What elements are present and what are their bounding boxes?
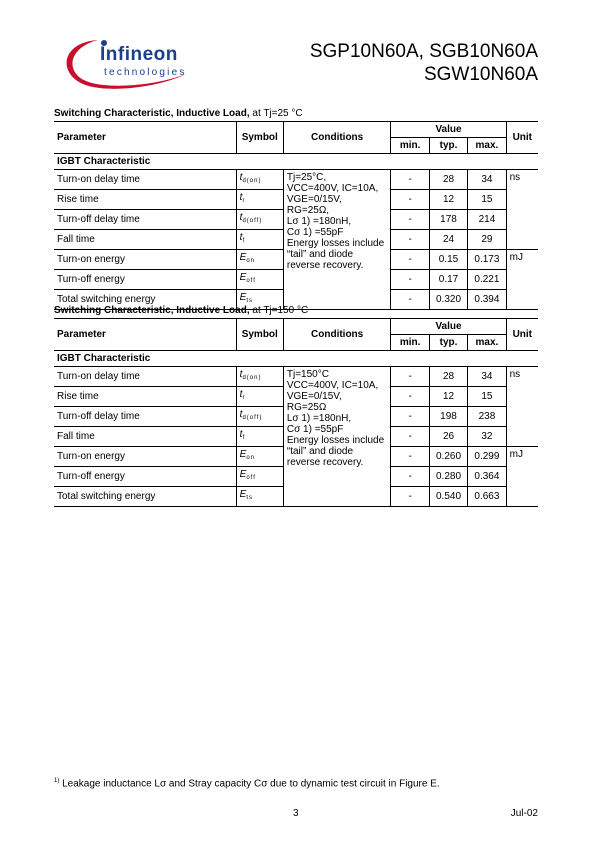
typ-cell: 0.540 [429,487,467,507]
group-heading: IGBT Characteristic [54,154,538,170]
symbol-subscript: off [246,278,256,284]
symbol-letter: E [239,272,247,283]
table-title [54,304,538,319]
max-cell: 0.221 [468,270,506,290]
max-cell: 0.299 [468,447,506,467]
condition-line: VGE=0/15V, [286,391,342,402]
condition-line: reverse recovery. [286,457,364,468]
parameter-cell: Rise time [54,387,236,407]
symbol-letter: t [239,389,243,400]
unit-cell-energy: mJ [506,250,538,310]
min-cell: - [391,210,429,230]
table-title-condition: at Tj=25 °C [249,108,303,119]
min-cell: - [391,407,429,427]
max-cell: 0.364 [468,467,506,487]
symbol-cell [236,427,283,447]
symbol-subscript: d(off) [242,415,263,421]
header-max: max. [468,138,506,154]
symbol-letter: E [239,489,247,500]
parameter-cell: Turn-off delay time [54,407,236,427]
symbol-subscript: on [246,455,256,461]
condition-line: Tj=150°C [286,369,329,380]
condition-line: VCC=400V, IC=10A, [286,380,379,391]
condition-line: RG=25Ω [286,402,327,413]
max-cell: 34 [468,170,506,190]
footnote-text: Leakage inductance Lσ and Stray capacity Cσ due to dynamic test circuit in Figure E. [59,778,440,790]
typ-cell: 0.320 [429,290,467,310]
page-number: 3 [293,808,299,819]
condition-line: Energy losses include [286,435,385,446]
header-symbol: Symbol [236,122,283,154]
parameter-cell: Turn-off delay time [54,210,236,230]
min-cell: - [391,467,429,487]
max-cell: 0.663 [468,487,506,507]
table-row [54,170,538,190]
table-row [54,367,538,387]
header-conditions: Conditions [283,319,391,351]
parameter-cell: Turn-on energy [54,250,236,270]
symbol-cell [236,170,283,190]
parameter-cell: Turn-off energy [54,270,236,290]
max-cell: 214 [468,210,506,230]
parameter-cell: Rise time [54,190,236,210]
symbol-letter: E [239,292,247,303]
header-symbol: Symbol [236,319,283,351]
symbol-letter: t [239,409,243,420]
conditions-cell [283,367,391,507]
condition-line: Tj=25°C, [286,172,327,183]
symbol-cell [236,270,283,290]
symbol-letter: t [239,212,243,223]
table-title [54,107,538,122]
symbol-cell [236,387,283,407]
symbol-letter: E [239,449,247,460]
footnote-mark: 1) [54,778,60,784]
symbol-subscript: ts [246,298,254,304]
symbol-subscript: r [242,395,246,401]
table-title-bold: Switching Characteristic, Inductive Load, [54,305,250,316]
symbol-cell [236,367,283,387]
symbol-subscript: on [246,258,256,264]
parameter-cell: Turn-on energy [54,447,236,467]
header-unit: Unit [506,122,538,154]
max-cell: 34 [468,367,506,387]
typ-cell: 0.15 [429,250,467,270]
condition-line: Energy losses include [286,238,385,249]
parameter-cell: Fall time [54,427,236,447]
header-conditions: Conditions [283,122,391,154]
condition-line: VCC=400V, IC=10A, [286,183,379,194]
condition-line: Cσ 1) =55pF [286,227,344,238]
symbol-subscript: d(on) [242,375,262,381]
header-min: min. [391,335,429,351]
symbol-cell [236,250,283,270]
header-value: Value [391,319,506,335]
min-cell: - [391,270,429,290]
header-typ: typ. [429,138,467,154]
parameter-cell: Fall time [54,230,236,250]
unit-cell-time: ns [506,367,538,447]
characteristics-table [54,122,538,310]
table-title-bold: Switching Characteristic, Inductive Load, [54,108,250,119]
characteristics-table [54,319,538,507]
parameter-cell: Turn-on delay time [54,367,236,387]
max-cell: 0.394 [468,290,506,310]
condition-line: Lσ 1) =180nH, [286,216,352,227]
min-cell: - [391,427,429,447]
symbol-subscript: off [246,475,256,481]
condition-line: RG=25Ω, [286,205,330,216]
min-cell: - [391,387,429,407]
switching-table-150c [54,304,538,507]
typ-cell: 0.260 [429,447,467,467]
header-parameter: Parameter [54,122,236,154]
logo-subtitle: technologies [104,67,187,78]
max-cell: 32 [468,427,506,447]
min-cell: - [391,250,429,270]
unit-cell-time: ns [506,170,538,250]
symbol-subscript: r [242,198,246,204]
symbol-letter: t [239,429,243,440]
min-cell: - [391,290,429,310]
table-title-condition: at Tj=150 °C [249,305,309,316]
symbol-subscript: f [242,238,246,244]
footnote [54,778,440,789]
typ-cell: 0.280 [429,467,467,487]
condition-line: Lσ 1) =180nH, [286,413,352,424]
conditions-cell [283,170,391,310]
typ-cell: 12 [429,387,467,407]
condition-line: VGE=0/15V, [286,194,342,205]
max-cell: 238 [468,407,506,427]
condition-line: “tail” and diode [286,446,354,457]
typ-cell: 12 [429,190,467,210]
parameter-cell: Turn-off energy [54,467,236,487]
min-cell: - [391,190,429,210]
typ-cell: 198 [429,407,467,427]
condition-line: Cσ 1) =55pF [286,424,344,435]
min-cell: - [391,487,429,507]
symbol-letter: E [239,252,247,263]
document-date: Jul-02 [510,808,538,819]
header-parameter: Parameter [54,319,236,351]
symbol-subscript: d(on) [242,178,262,184]
typ-cell: 178 [429,210,467,230]
symbol-cell [236,487,283,507]
part-title-line1: SGP10N60A, SGB10N60A [309,41,538,62]
symbol-cell [236,190,283,210]
symbol-letter: t [239,369,243,380]
parameter-cell: Total switching energy [54,290,236,310]
part-title-line2: SGW10N60A [423,64,538,85]
max-cell: 15 [468,387,506,407]
symbol-cell [236,467,283,487]
logo-wordmark: Infineon [100,44,178,65]
symbol-subscript: f [242,435,246,441]
header-min: min. [391,138,429,154]
min-cell: - [391,230,429,250]
symbol-letter: t [239,172,243,183]
min-cell: - [391,170,429,190]
symbol-cell [236,210,283,230]
infineon-logo [58,36,208,98]
header-max: max. [468,335,506,351]
parameter-cell: Total switching energy [54,487,236,507]
typ-cell: 26 [429,427,467,447]
symbol-cell [236,407,283,427]
max-cell: 15 [468,190,506,210]
symbol-subscript: d(off) [242,218,263,224]
max-cell: 29 [468,230,506,250]
symbol-letter: t [239,192,243,203]
min-cell: - [391,447,429,467]
unit-cell-energy: mJ [506,447,538,507]
typ-cell: 24 [429,230,467,250]
min-cell: - [391,367,429,387]
symbol-cell [236,230,283,250]
header-typ: typ. [429,335,467,351]
symbol-cell [236,447,283,467]
symbol-subscript: ts [246,495,254,501]
group-heading: IGBT Characteristic [54,351,538,367]
condition-line: “tail” and diode [286,249,354,260]
typ-cell: 0.17 [429,270,467,290]
symbol-letter: t [239,232,243,243]
typ-cell: 28 [429,367,467,387]
typ-cell: 28 [429,170,467,190]
header-unit: Unit [506,319,538,351]
condition-line: reverse recovery. [286,260,364,271]
switching-table-25c [54,107,538,310]
max-cell: 0.173 [468,250,506,270]
symbol-letter: E [239,469,247,480]
header-value: Value [391,122,506,138]
parameter-cell: Turn-on delay time [54,170,236,190]
